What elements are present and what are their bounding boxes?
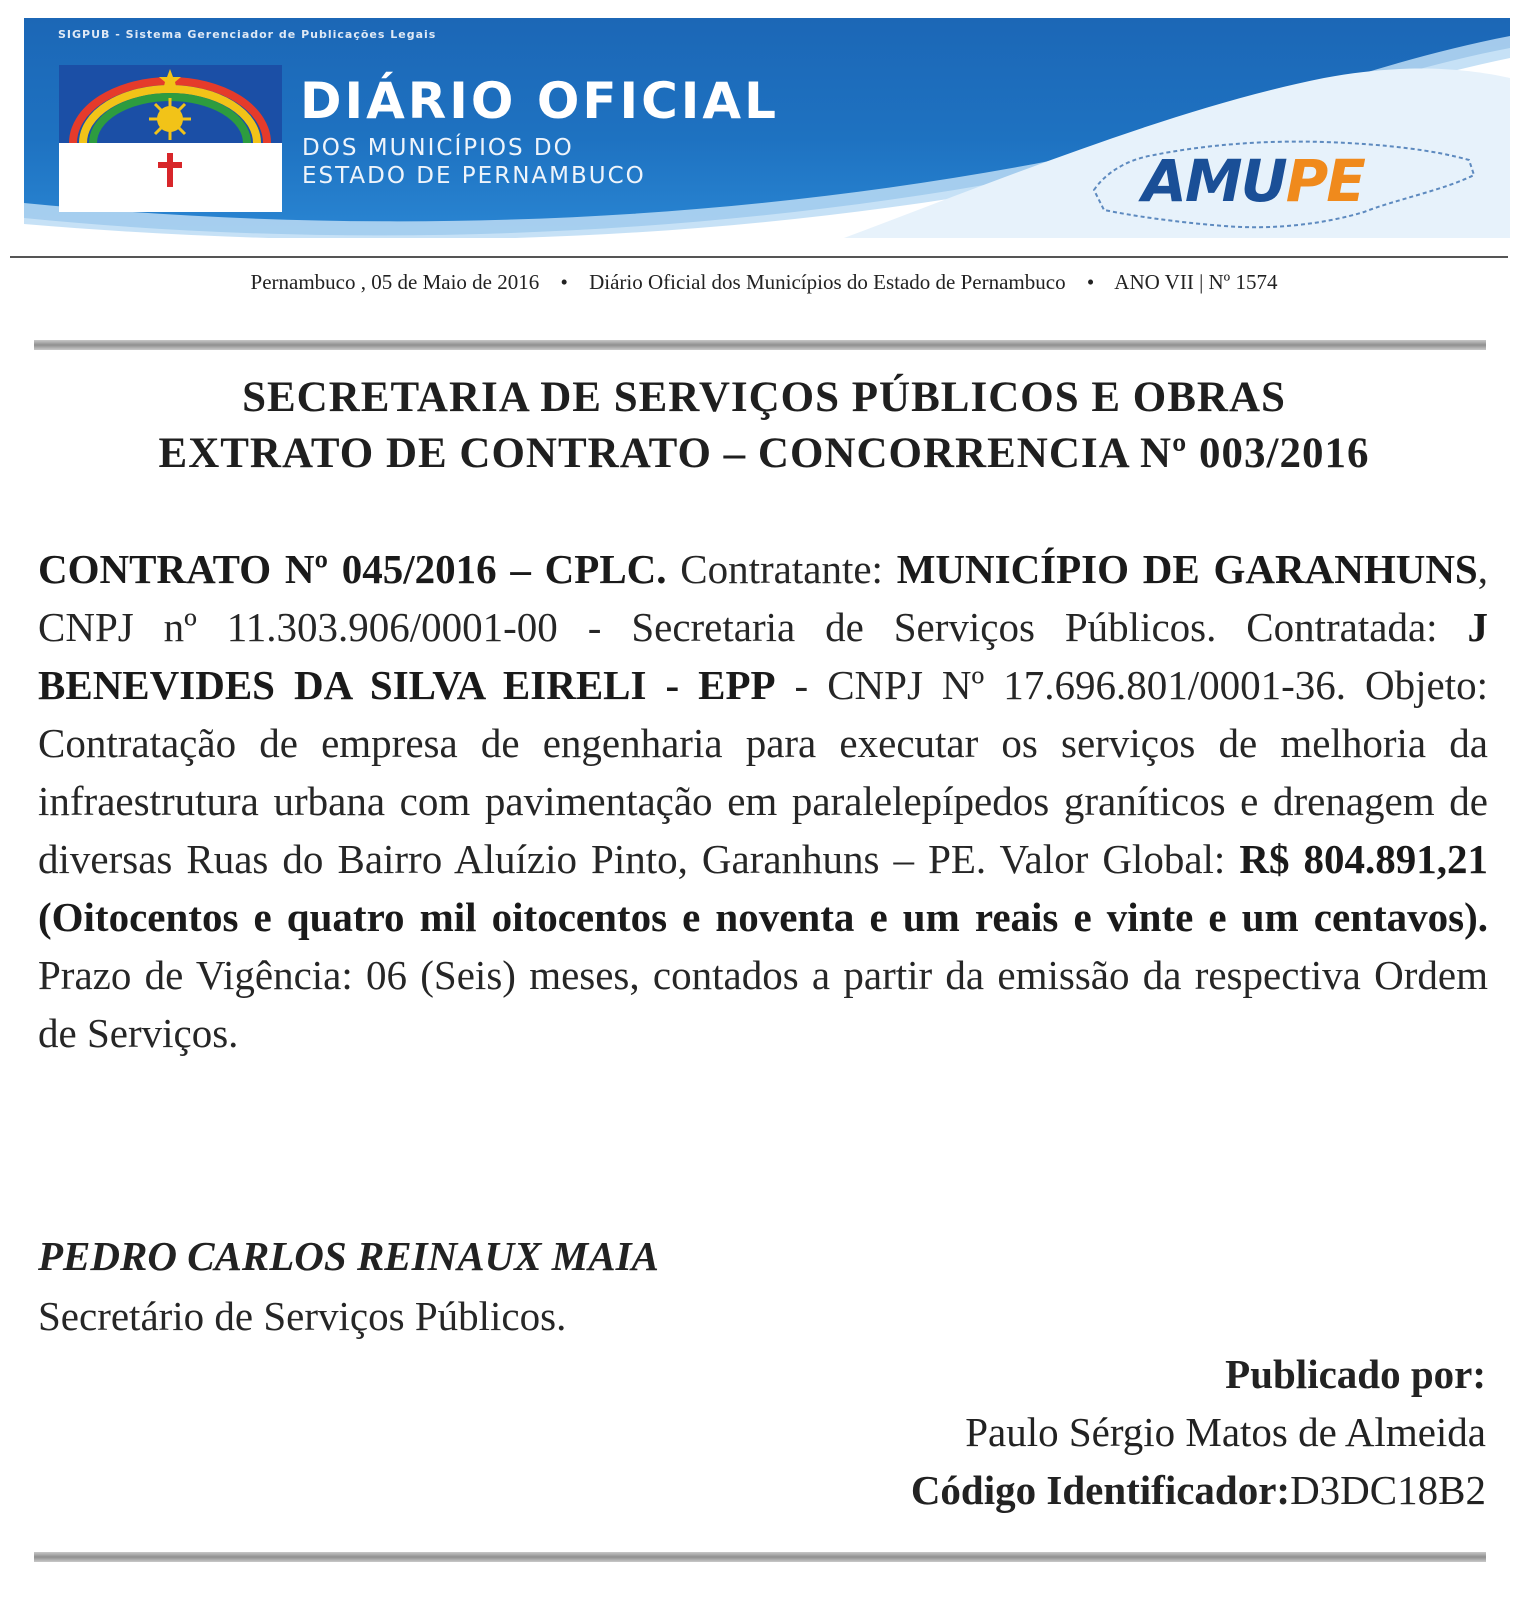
contract-text-part: Contratante: xyxy=(666,546,897,592)
meta-separator: • xyxy=(560,270,568,294)
publication-name: Diário Oficial dos Municípios do Estado de Pernambuco xyxy=(589,270,1066,294)
place-date: Pernambuco , 05 de Maio de 2016 xyxy=(250,270,540,294)
contract-text-part: , CNPJ nº 11.303.906/0001-00 - Secretaria de Serviços Públicos. Contratada: xyxy=(38,546,1488,650)
section-divider-bottom xyxy=(34,1552,1486,1562)
amupe-logo-left: AMU xyxy=(1142,147,1286,215)
amupe-logo-right: PE xyxy=(1285,147,1364,215)
contract-text xyxy=(38,540,1488,1062)
amupe-logo xyxy=(1142,146,1364,216)
contract-text-part: - CNPJ Nº 17.696.801/0001-36. Objeto: Contratação de empresa de engenharia para executar os serviços de melhoria da infraestrutura urbana com pavimentação em paralelepípedos graníticos e drenagem de diversas Ruas do Bairro Aluízio Pinto, Garanhuns – PE. Valor Global: xyxy=(38,662,1488,882)
identifier-code xyxy=(911,1466,1486,1514)
global-value: R$ 804.891,21 (Oitocentos e quatro mil oitocentos e noventa e um reais e vinte e um centavos). xyxy=(38,836,1489,940)
contracted-party: J BENEVIDES DA SILVA EIRELI - EPP xyxy=(38,604,1488,708)
header-divider xyxy=(10,256,1508,258)
publisher-name: Paulo Sérgio Matos de Almeida xyxy=(965,1409,1486,1455)
edition-number: ANO VII | Nº 1574 xyxy=(1114,270,1278,294)
pernambuco-flag-icon xyxy=(59,65,282,212)
section-heading-1: SECRETARIA DE SERVIÇOS PÚBLICOS E OBRAS xyxy=(242,374,1286,421)
header-banner xyxy=(24,18,1510,238)
identifier-code-label: Código Identificador: xyxy=(910,1467,1291,1513)
page-title: DIÁRIO OFICIAL xyxy=(300,72,779,130)
system-line: SIGPUB - Sistema Gerenciador de Publicações Legais xyxy=(58,28,437,41)
subtitle-line-1: DOS MUNICÍPIOS DO xyxy=(302,135,574,161)
publication-meta xyxy=(0,270,1528,295)
meta-separator: • xyxy=(1086,270,1095,294)
contract-number: CONTRATO Nº 045/2016 – CPLC. xyxy=(38,546,667,592)
signatory-name: PEDRO CARLOS REINAUX MAIA xyxy=(38,1233,659,1279)
subtitle xyxy=(302,134,646,190)
published-by-label: Publicado por: xyxy=(1225,1351,1486,1397)
section-heading-2: EXTRATO DE CONTRATO – CONCORRENCIA Nº 003/2016 xyxy=(158,430,1370,477)
subtitle-line-2: ESTADO DE PERNAMBUCO xyxy=(302,163,646,189)
contract-text-part: Prazo de Vigência: 06 (Seis) meses, contados a partir da emissão da respectiva Ordem de Serviços. xyxy=(38,952,1488,1056)
identifier-code-value: D3DC18B2 xyxy=(1290,1467,1486,1513)
section-divider-top xyxy=(34,340,1486,350)
signatory-role: Secretário de Serviços Públicos. xyxy=(38,1293,567,1339)
contracting-party: MUNICÍPIO DE GARANHUNS xyxy=(896,546,1478,592)
